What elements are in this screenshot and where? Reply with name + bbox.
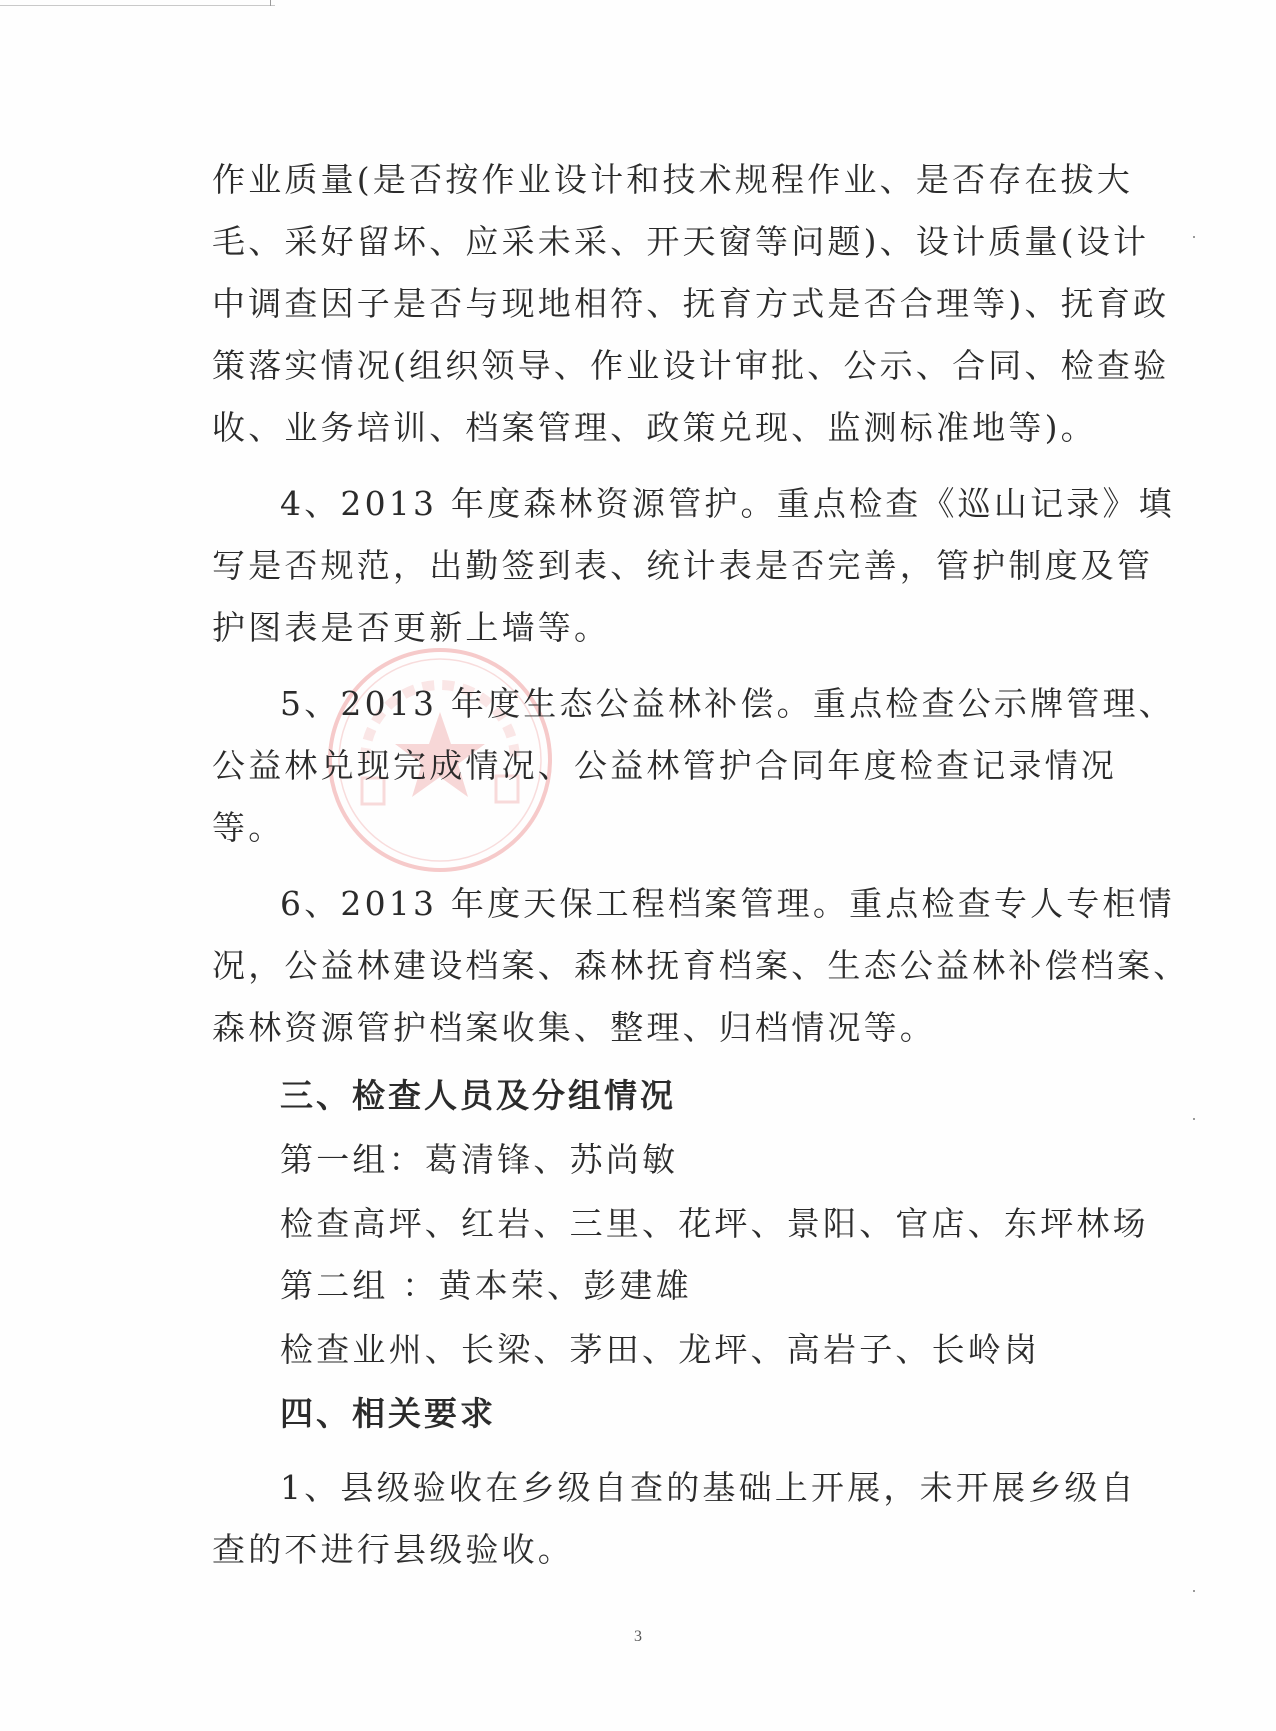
group-name-line: 第一组：葛清锋、苏尚敏 [280,1140,679,1179]
group-area-line: 检查高坪、红岩、三里、花坪、景阳、官店、东坪林场 [280,1204,1149,1243]
text-line: 况，公益林建设档案、森林抚育档案、生态公益林补偿档案、 [212,946,1190,985]
text-line: 6、2013 年度天保工程档案管理。重点检查专人专柜情 [280,884,1175,923]
text-line: 4、2013 年度森林资源管护。重点检查《巡山记录》填 [280,484,1175,523]
scan-speck [1193,1590,1195,1592]
text-line: 1、县级验收在乡级自查的基础上开展，未开展乡级自 [280,1468,1137,1507]
section-heading: 四、相关要求 [280,1394,496,1433]
scan-speck [1193,236,1195,238]
page-number: 3 [634,1628,642,1645]
text-line: 护图表是否更新上墙等。 [212,608,611,647]
text-line: 等。 [212,808,285,847]
text-line: 毛、采好留坏、应采未采、开天窗等问题)、设计质量(设计 [212,222,1150,261]
text-line: 森林资源管护档案收集、整理、归档情况等。 [212,1008,936,1047]
text-line: 查的不进行县级验收。 [212,1530,574,1569]
scan-edge-mark [270,0,271,6]
scan-top-edge [0,0,275,6]
group-name-line: 第二组 ：黄本荣、彭建雄 [280,1266,692,1305]
text-line: 5、2013 年度生态公益林补偿。重点检查公示牌管理、 [280,684,1175,723]
text-line: 写是否规范，出勤签到表、统计表是否完善，管护制度及管 [212,546,1154,585]
text-line: 收、业务培训、档案管理、政策兑现、监测标准地等)。 [212,408,1097,447]
scan-speck [1193,1118,1195,1120]
text-line: 公益林兑现完成情况、公益林管护合同年度检查记录情况 [212,746,1117,785]
text-line: 中调查因子是否与现地相符、抚育方式是否合理等)、抚育政 [212,284,1170,323]
text-line: 策落实情况(组织领导、作业设计审批、公示、合同、检查验 [212,346,1170,385]
text-line: 作业质量(是否按作业设计和技术规程作业、是否存在拔大 [212,160,1134,199]
group-area-line: 检查业州、长梁、茅田、龙坪、高岩子、长岭岗 [280,1330,1041,1369]
section-heading: 三、检查人员及分组情况 [280,1076,676,1115]
